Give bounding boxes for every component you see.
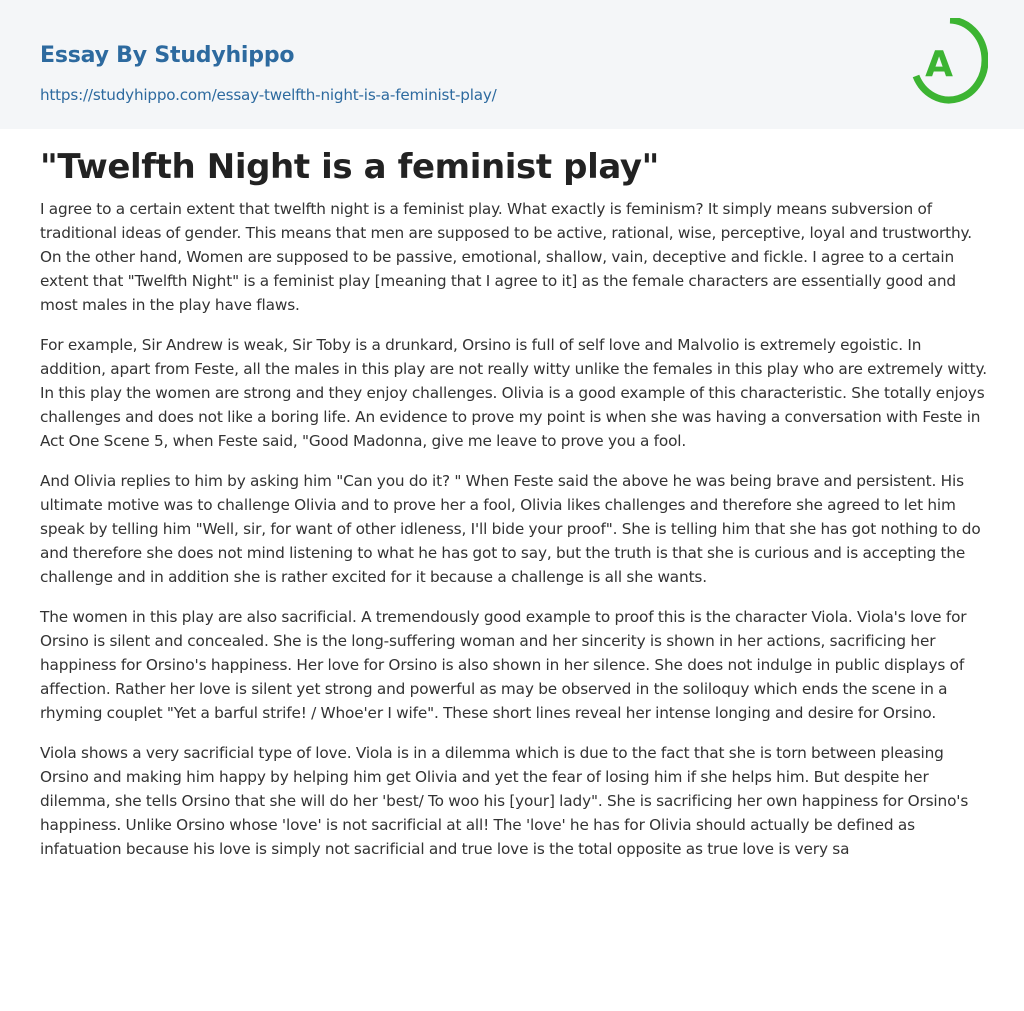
logo-letter: A (925, 44, 953, 85)
brand-title[interactable]: Essay By Studyhippo (40, 43, 295, 68)
site-header (0, 0, 1024, 129)
essay-paragraph-2: For example, Sir Andrew is weak, Sir Toby is a drunkard, Orsino is full of self love and Malvolio is extremely egoistic. In addition, apart from Feste, all the males in this play are not really witty unlike the females in this play who are extremely witty. In this play the women are strong and they enjoy challenges. Olivia is a good example of this characteristic. She totally enjoys challenges and does not like a boring life. An evidence to prove my point is when she was having a conversation with Feste in Act One Scene 5, when Feste said, "Good Madonna, give me leave to prove you a fool. (40, 336, 987, 450)
source-url-link[interactable]: https://studyhippo.com/essay-twelfth-night-is-a-feminist-play/ (40, 86, 497, 104)
studyhippo-a-logo-icon[interactable] (912, 18, 988, 106)
essay-paragraph-3: And Olivia replies to him by asking him "Can you do it? " When Feste said the above he was being brave and persistent. His ultimate motive was to challenge Olivia and to prove her a fool, Olivia likes challenges and therefore she agreed to let him speak by telling him "Well, sir, for want of other idleness, I'll bide your proof". She is telling him that she has got nothing to do and therefore she does not mind listening to what he has got to say, but the truth is that she is curious and is accepting the challenge and in addition she is rather excited for it because a challenge is all she wants. (40, 472, 981, 586)
essay-body (40, 197, 990, 861)
essay-content (40, 143, 990, 877)
essay-paragraph-1: I agree to a certain extent that twelfth night is a feminist play. What exactly is feminism? It simply means subversion of traditional ideas of gender. This means that men are supposed to be active, rational, wise, perceptive, loyal and trustworthy. On the other hand, Women are supposed to be passive, emotional, shallow, vain, deceptive and fickle. I agree to a certain extent that "Twelfth Night" is a feminist play [meaning that I agree to it] as the female characters are essentially good and most males in the play have flaws. (40, 200, 972, 314)
essay-paragraph-4: The women in this play are also sacrificial. A tremendously good example to proof this is the character Viola. Viola's love for Orsino is silent and concealed. She is the long-suffering woman and her sincerity is shown in her actions, sacrificing her happiness for Orsino's happiness. Her love for Orsino is also shown in her silence. She does not indulge in public displays of affection. Rather her love is silent yet strong and powerful as may be observed in the soliloquy which ends the scene in a rhyming couplet "Yet a barful strife! / Whoe'er I wife". These short lines reveal her intense longing and desire for Orsino. (40, 608, 967, 722)
essay-title: "Twelfth Night is a feminist play" (40, 147, 659, 187)
essay-paragraph-5: Viola shows a very sacrificial type of love. Viola is in a dilemma which is due to the fact that she is torn between pleasing Orsino and making him happy by helping him get Olivia and yet the fear of losing him if she helps him. But despite her dilemma, she tells Orsino that she will do her 'best/ To woo his [your] lady". She is sacrificing her own happiness for Orsino's happiness. Unlike Orsino whose 'love' is not sacrificial at all! The 'love' he has for Olivia should actually be defined as infatuation because his love is simply not sacrificial and true love is the total opposite as true love is very sa (40, 744, 969, 858)
